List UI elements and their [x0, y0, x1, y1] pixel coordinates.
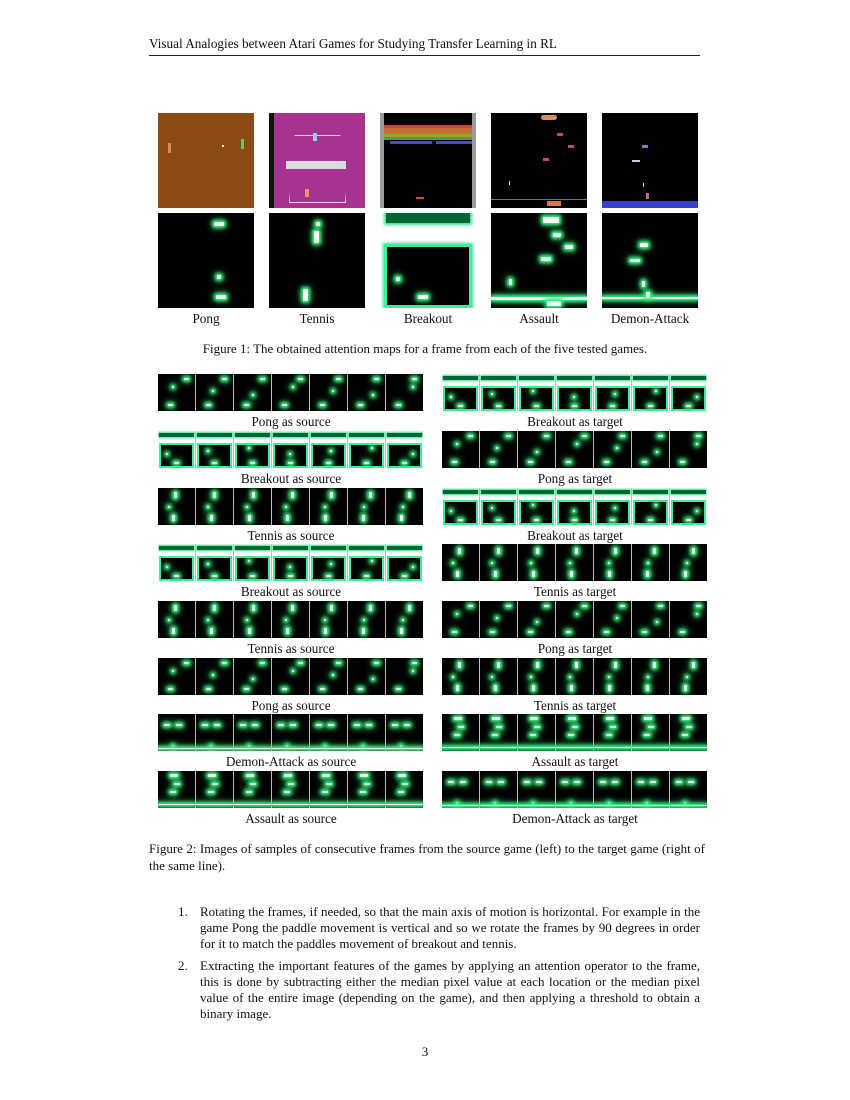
assault-raw-frame	[491, 113, 587, 208]
attention-frame	[158, 431, 195, 468]
target-frame-strip	[442, 544, 707, 581]
attention-frame	[158, 544, 195, 581]
target-frame-strip	[442, 658, 707, 695]
attention-frame	[272, 431, 309, 468]
source-strip-label: Breakout as source	[240, 471, 342, 486]
attention-frame	[442, 488, 479, 525]
attention-frame	[442, 771, 479, 808]
attention-frame	[310, 488, 347, 525]
attention-frame	[594, 544, 631, 581]
figure1-label: Pong	[192, 311, 220, 326]
source-strip-label: Breakout as source	[240, 584, 342, 599]
attention-frame	[632, 374, 669, 411]
attention-frame	[442, 714, 479, 751]
attention-frame	[442, 431, 479, 468]
target-strip-label: Pong as target	[537, 471, 613, 486]
attention-frame	[310, 544, 347, 581]
attention-frame	[594, 601, 631, 638]
attention-frame	[556, 431, 593, 468]
attention-frame	[518, 658, 555, 695]
attention-frame	[234, 374, 271, 411]
attention-frame	[158, 488, 195, 525]
list-item-number: 1.	[178, 904, 188, 919]
attention-frame	[632, 714, 669, 751]
source-frame-strip	[158, 374, 423, 411]
source-frame-strip	[158, 544, 423, 581]
attention-frame	[518, 374, 555, 411]
attention-frame	[556, 714, 593, 751]
attention-frame	[556, 658, 593, 695]
attention-frame	[670, 658, 707, 695]
attention-frame	[386, 374, 423, 411]
attention-frame	[310, 431, 347, 468]
attention-frame	[272, 771, 309, 808]
running-header: Visual Analogies between Atari Games for Studying Transfer Learning in RL	[149, 36, 700, 56]
attention-frame	[386, 488, 423, 525]
attention-frame	[632, 601, 669, 638]
attention-frame	[386, 658, 423, 695]
attention-frame	[518, 714, 555, 751]
attention-frame	[480, 544, 517, 581]
attention-frame	[594, 488, 631, 525]
attention-frame	[594, 658, 631, 695]
list-item-text: Rotating the frames, if needed, so that the main axis of motion is horizontal. For example in the game Pong the paddle movement is vertical and so we rotate the frames by 90 degrees in order for it to match the paddles movement of breakout and tennis.	[200, 904, 700, 951]
attention-frame	[272, 658, 309, 695]
attention-frame	[348, 601, 385, 638]
attention-frame	[158, 658, 195, 695]
target-strip-label: Pong as target	[537, 641, 613, 656]
attention-frame	[234, 771, 271, 808]
attention-frame	[480, 658, 517, 695]
figure1-caption: Figure 1: The obtained attention maps for a frame from each of the five tested games.	[202, 341, 648, 356]
attention-frame	[386, 714, 423, 751]
attention-frame	[386, 601, 423, 638]
attention-frame	[196, 488, 233, 525]
attention-frame	[196, 601, 233, 638]
target-strip-label: Breakout as target	[527, 528, 623, 543]
attention-frame	[670, 488, 707, 525]
target-frame-strip	[442, 714, 707, 751]
demon-attack-attention-map	[602, 213, 698, 308]
attention-frame	[234, 714, 271, 751]
attention-frame	[480, 374, 517, 411]
attention-frame	[272, 374, 309, 411]
attention-frame	[518, 544, 555, 581]
attention-frame	[480, 431, 517, 468]
attention-frame	[632, 771, 669, 808]
attention-frame	[234, 658, 271, 695]
attention-frame	[670, 374, 707, 411]
attention-frame	[348, 771, 385, 808]
figure1-label: Tennis	[299, 311, 335, 326]
list-item-text: Extracting the important features of the games by applying an attention operator to the frame, this is done by subtracting either the median pixel value at each location or the median pixel value of the entire image (depending on the game), and then applying a threshold to obtain a binary image.	[200, 958, 700, 1021]
attention-frame	[556, 544, 593, 581]
attention-frame	[442, 601, 479, 638]
pong-attention-map	[158, 213, 254, 308]
breakout-raw-frame	[380, 113, 476, 208]
source-frame-strip	[158, 601, 423, 638]
attention-frame	[518, 488, 555, 525]
target-strip-label: Demon-Attack as target	[512, 811, 638, 826]
attention-frame	[310, 714, 347, 751]
attention-frame	[348, 544, 385, 581]
attention-frame	[196, 714, 233, 751]
attention-frame	[480, 601, 517, 638]
source-strip-label: Pong as source	[251, 414, 331, 429]
attention-frame	[480, 488, 517, 525]
list-item	[178, 958, 700, 1022]
attention-frame	[348, 488, 385, 525]
attention-frame	[670, 544, 707, 581]
attention-frame	[632, 488, 669, 525]
attention-frame	[310, 658, 347, 695]
pong-raw-frame	[158, 113, 254, 208]
attention-frame	[386, 771, 423, 808]
tennis-attention-map	[269, 213, 365, 308]
attention-frame	[158, 714, 195, 751]
attention-frame	[442, 374, 479, 411]
figure2-caption: Figure 2: Images of samples of consecutive frames from the source game (left) to the target game (right of the same line).	[149, 841, 705, 873]
attention-frame	[518, 771, 555, 808]
target-strip-label: Tennis as target	[533, 698, 617, 713]
attention-frame	[556, 601, 593, 638]
attention-frame	[196, 658, 233, 695]
attention-frame	[556, 374, 593, 411]
attention-frame	[670, 601, 707, 638]
attention-frame	[386, 544, 423, 581]
attention-frame	[234, 431, 271, 468]
attention-frame	[348, 374, 385, 411]
target-strip-label: Breakout as target	[527, 414, 623, 429]
source-frame-strip	[158, 714, 423, 751]
target-frame-strip	[442, 431, 707, 468]
target-strip-label: Tennis as target	[533, 584, 617, 599]
attention-frame	[272, 488, 309, 525]
source-strip-label: Tennis as source	[247, 528, 335, 543]
target-frame-strip	[442, 488, 707, 525]
source-frame-strip	[158, 771, 423, 808]
attention-frame	[632, 544, 669, 581]
attention-frame	[272, 544, 309, 581]
attention-frame	[348, 658, 385, 695]
target-frame-strip	[442, 601, 707, 638]
list-item-number: 2.	[178, 958, 188, 973]
figure1-label: Assault	[519, 311, 559, 326]
page-number: 3	[421, 1044, 429, 1059]
attention-frame	[348, 714, 385, 751]
attention-frame	[386, 431, 423, 468]
attention-frame	[234, 488, 271, 525]
attention-frame	[348, 431, 385, 468]
attention-frame	[272, 714, 309, 751]
attention-frame	[310, 771, 347, 808]
attention-frame	[196, 374, 233, 411]
attention-frame	[670, 771, 707, 808]
attention-frame	[556, 771, 593, 808]
attention-frame	[158, 374, 195, 411]
target-frame-strip	[442, 374, 707, 411]
attention-frame	[632, 431, 669, 468]
attention-frame	[196, 431, 233, 468]
attention-frame	[480, 771, 517, 808]
attention-frame	[670, 431, 707, 468]
list-item	[178, 904, 700, 952]
attention-frame	[196, 544, 233, 581]
source-frame-strip	[158, 488, 423, 525]
tennis-raw-frame	[269, 113, 365, 208]
attention-frame	[310, 601, 347, 638]
source-strip-label: Assault as source	[245, 811, 337, 826]
attention-frame	[234, 544, 271, 581]
numbered-list	[178, 904, 700, 1028]
attention-frame	[594, 714, 631, 751]
attention-frame	[632, 658, 669, 695]
attention-frame	[480, 714, 517, 751]
attention-frame	[556, 488, 593, 525]
source-strip-label: Tennis as source	[247, 641, 335, 656]
attention-frame	[310, 374, 347, 411]
attention-frame	[442, 658, 479, 695]
attention-frame	[594, 771, 631, 808]
attention-frame	[158, 771, 195, 808]
source-frame-strip	[158, 658, 423, 695]
source-frame-strip	[158, 431, 423, 468]
assault-attention-map	[491, 213, 587, 308]
source-strip-label: Demon-Attack as source	[225, 754, 357, 769]
figure1-label: Demon-Attack	[610, 311, 690, 326]
attention-frame	[594, 431, 631, 468]
figure1-label: Breakout	[403, 311, 453, 326]
target-frame-strip	[442, 771, 707, 808]
attention-frame	[518, 431, 555, 468]
attention-frame	[158, 601, 195, 638]
attention-frame	[670, 714, 707, 751]
attention-frame	[272, 601, 309, 638]
attention-frame	[594, 374, 631, 411]
target-strip-label: Assault as target	[531, 754, 619, 769]
attention-frame	[234, 601, 271, 638]
demon-attack-raw-frame	[602, 113, 698, 208]
attention-frame	[442, 544, 479, 581]
source-strip-label: Pong as source	[251, 698, 331, 713]
breakout-attention-map	[380, 213, 476, 308]
attention-frame	[196, 771, 233, 808]
attention-frame	[518, 601, 555, 638]
